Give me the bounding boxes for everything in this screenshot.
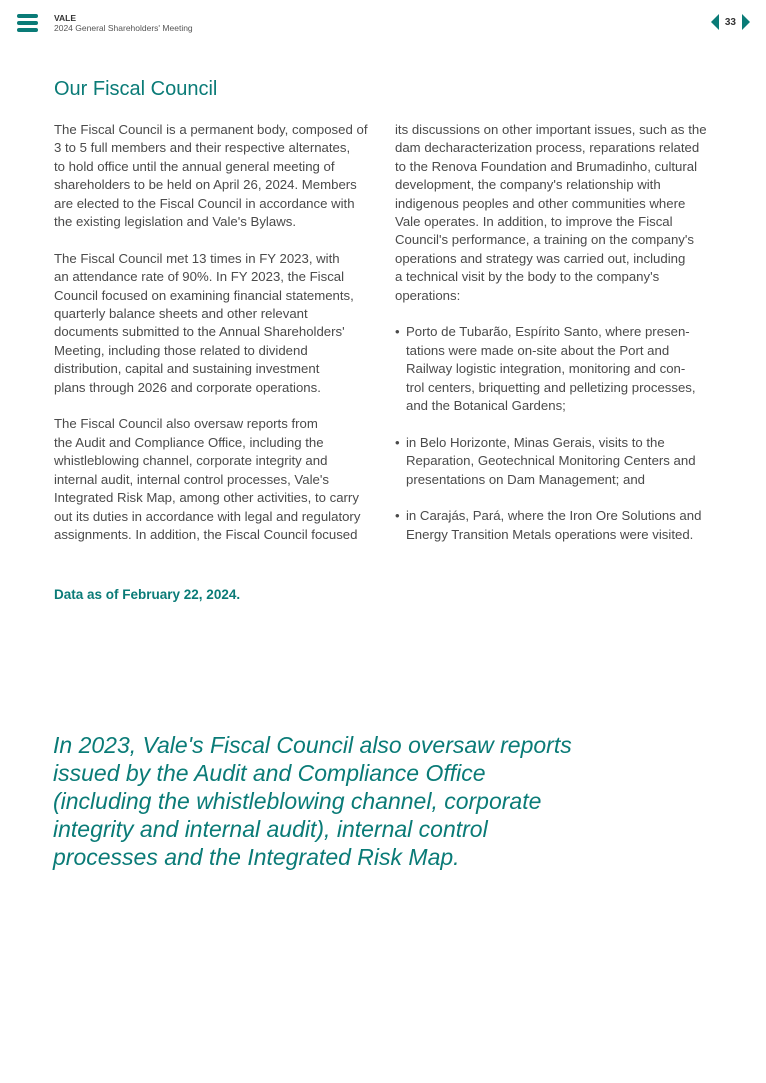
text-line: Meeting, including those related to dividend bbox=[54, 342, 308, 358]
text-line: the existing legislation and Vale's Bylaws. bbox=[54, 214, 296, 230]
text-line: Integrated Risk Map, among other activities, to carry bbox=[54, 490, 359, 506]
text-line: Porto de Tubarão, Espírito Santo, where presen- bbox=[406, 324, 690, 340]
data-date-note: Data as of February 22, 2024. bbox=[54, 587, 241, 602]
bullet-icon: • bbox=[395, 508, 400, 524]
bullet-item bbox=[395, 434, 725, 489]
right-column bbox=[395, 121, 725, 563]
text-line: an attendance rate of 90%. In FY 2023, the Fiscal bbox=[54, 269, 345, 285]
bullet-icon: • bbox=[395, 434, 400, 450]
text-line: distribution, capital and sustaining investment bbox=[54, 361, 320, 377]
bullet-item bbox=[395, 323, 725, 415]
bullet-icon: • bbox=[395, 324, 400, 340]
text-line: Council's performance, a training on the company's bbox=[395, 232, 694, 248]
pull-quote bbox=[53, 731, 572, 871]
brand-name: VALE bbox=[54, 13, 77, 23]
text-line: Council focused on examining financial statements, bbox=[54, 287, 354, 303]
text-line: to the Renova Foundation and Brumadinho, cultural bbox=[395, 158, 698, 174]
text-line: indigenous peoples and other communities where bbox=[395, 195, 686, 211]
text-line: a technical visit by the body to the company's bbox=[395, 269, 660, 285]
previous-page-icon[interactable] bbox=[711, 14, 719, 30]
text-line: trol centers, briquetting and pelletizing processes, bbox=[406, 379, 696, 395]
text-line: dam decharacterization process, reparations related bbox=[395, 140, 700, 156]
text-line: Energy Transition Metals operations were visited. bbox=[406, 526, 694, 542]
text-line: (including the whistleblowing channel, corporate bbox=[53, 788, 542, 814]
menu-icon[interactable] bbox=[17, 14, 38, 32]
paragraph bbox=[395, 121, 725, 305]
text-line: The Fiscal Council also oversaw reports from bbox=[54, 416, 318, 432]
text-line: whistleblowing channel, corporate integrity and bbox=[54, 453, 328, 469]
text-line: out its duties in accordance with legal and regulatory bbox=[54, 508, 361, 524]
text-line: tations were made on-site about the Port and bbox=[406, 342, 670, 358]
text-line: its discussions on other important issues, such as the bbox=[395, 122, 707, 137]
text-line: in Belo Horizonte, Minas Gerais, visits to the bbox=[406, 434, 665, 450]
text-line: plans through 2026 and corporate operations. bbox=[54, 379, 321, 395]
text-line: Vale operates. In addition, to improve the Fiscal bbox=[395, 214, 673, 230]
text-line: shareholders to be held on April 26, 2024. Members bbox=[54, 177, 357, 193]
paragraph bbox=[54, 250, 384, 397]
text-line: development, the company's relationship with bbox=[395, 177, 661, 193]
text-line: Reparation, Geotechnical Monitoring Centers and bbox=[406, 453, 696, 469]
next-page-icon[interactable] bbox=[742, 14, 750, 30]
text-line: The Fiscal Council is a permanent body, composed of bbox=[54, 122, 368, 137]
page-number: 33 bbox=[724, 16, 736, 28]
text-line: and the Botanical Gardens; bbox=[406, 398, 566, 414]
document-subtitle: 2024 General Shareholders' Meeting bbox=[54, 23, 193, 33]
paragraph bbox=[54, 415, 384, 544]
text-line: to hold office until the annual general meeting of bbox=[54, 158, 335, 174]
text-line: In 2023, Vale's Fiscal Council also oversaw reports bbox=[53, 732, 572, 758]
text-line: issued by the Audit and Compliance Office bbox=[53, 760, 486, 786]
text-line: quarterly balance sheets and other relevant bbox=[54, 306, 308, 322]
text-line: internal audit, internal control processes, Vale's bbox=[54, 471, 329, 487]
text-line: assignments. In addition, the Fiscal Council focused bbox=[54, 526, 358, 542]
page-navigation bbox=[711, 14, 750, 30]
text-line: documents submitted to the Annual Shareholders' bbox=[54, 324, 345, 340]
paragraph bbox=[54, 121, 384, 231]
text-line: are elected to the Fiscal Council in accordance with bbox=[54, 195, 355, 211]
text-line: 3 to 5 full members and their respective alternates, bbox=[54, 140, 351, 156]
header-brand bbox=[54, 13, 193, 33]
text-line: operations and strategy was carried out, including bbox=[395, 250, 686, 266]
page-title: Our Fiscal Council bbox=[54, 78, 218, 100]
bullet-item bbox=[395, 507, 725, 544]
text-line: The Fiscal Council met 13 times in FY 2023, with bbox=[54, 250, 340, 266]
text-line: Railway logistic integration, monitoring and con- bbox=[406, 361, 686, 377]
text-line: presentations on Dam Management; and bbox=[406, 471, 645, 487]
left-column bbox=[54, 121, 384, 563]
text-line: the Audit and Compliance Office, including the bbox=[54, 434, 324, 450]
text-line: in Carajás, Pará, where the Iron Ore Solutions and bbox=[406, 508, 702, 524]
text-line: operations: bbox=[395, 287, 461, 303]
text-line: integrity and internal audit), internal control bbox=[53, 816, 488, 842]
text-line: processes and the Integrated Risk Map. bbox=[53, 844, 460, 870]
